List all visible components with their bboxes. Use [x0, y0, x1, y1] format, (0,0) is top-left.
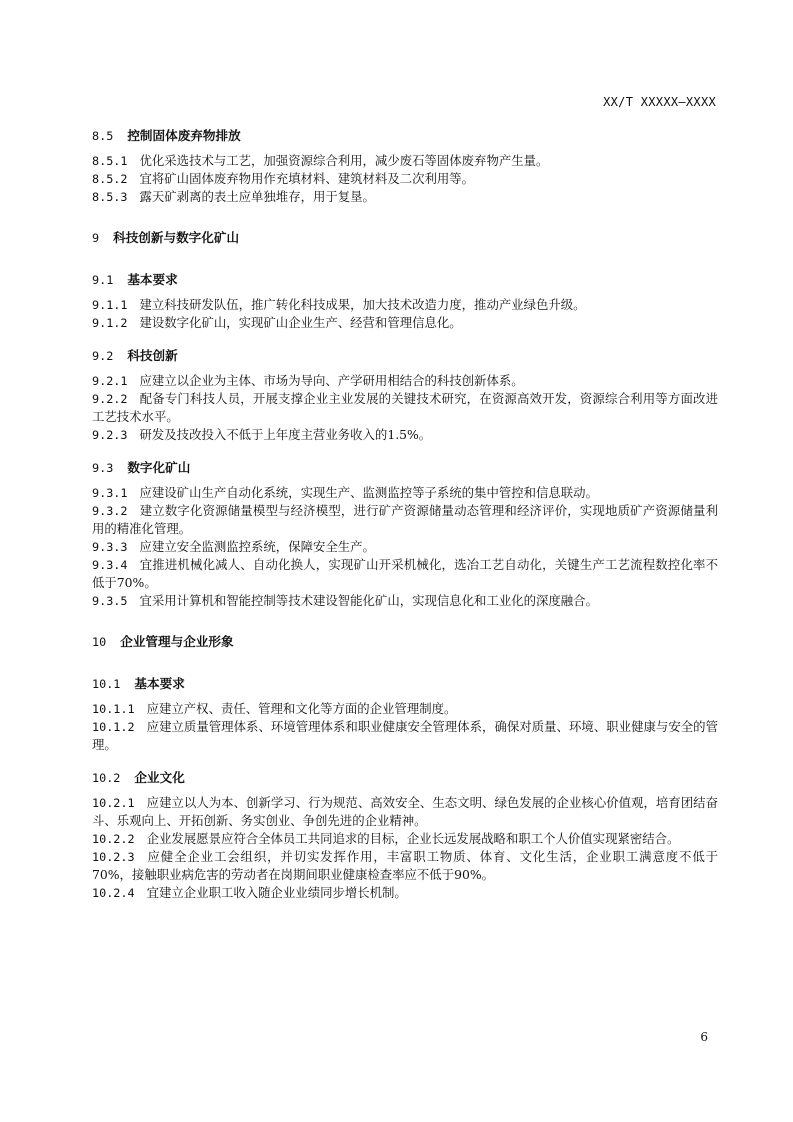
clause-number: 9.3.3 — [92, 540, 128, 554]
clause-10-2-2 — [92, 830, 718, 848]
clause-number: 9.2.3 — [92, 428, 128, 442]
clause-text: 宜推进机械化减人、自动化换人，实现矿山开采机械化，选冶工艺自动化，关键生产工艺流程数控化率不低于70%。 — [92, 557, 718, 590]
section-heading-10-1 — [92, 674, 718, 694]
section-heading-8-5 — [92, 126, 718, 146]
clause-number: 9.2.1 — [92, 374, 128, 388]
clause-text: 优化采选技术与工艺，加强资源综合利用，减少废石等固体废弃物产生量。 — [139, 153, 549, 168]
section-title: 科技创新 — [127, 348, 178, 363]
clause-10-1-1 — [92, 700, 718, 718]
clause-text: 配备专门科技人员，开展支撑企业主业发展的关键技术研究，在资源高效开发，资源综合利用等方面改进工艺技术水平。 — [92, 391, 718, 424]
clause-9-3-4 — [92, 556, 718, 592]
clause-text: 宜采用计算机和智能控制等技术建设智能化矿山，实现信息化和工业化的深度融合。 — [139, 593, 598, 608]
clause-text: 应建立安全监测监控系统，保障安全生产。 — [139, 539, 375, 554]
clause-number: 9.3.1 — [92, 486, 128, 500]
section-heading-10-2 — [92, 768, 718, 788]
section-heading-9-2 — [92, 346, 718, 366]
clause-9-1-1 — [92, 296, 718, 314]
section-title: 数字化矿山 — [127, 460, 191, 475]
clause-text: 宜建立企业职工收入随企业业绩同步增长机制。 — [146, 885, 407, 900]
clause-number: 10.1.2 — [92, 720, 135, 734]
clause-number: 8.5.1 — [92, 154, 128, 168]
clause-number: 10.2.1 — [92, 796, 135, 810]
clause-number: 10.1.1 — [92, 702, 135, 716]
clause-9-3-3 — [92, 538, 718, 556]
clause-number: 9.3.5 — [92, 594, 128, 608]
clause-10-1-2 — [92, 718, 718, 754]
clause-10-2-3 — [92, 848, 718, 884]
section-heading-9-3 — [92, 458, 718, 478]
clause-number: 9.2.2 — [92, 392, 128, 406]
clause-text: 建立科技研发队伍，推广转化科技成果，加大技术改造力度，推动产业绿色升级。 — [139, 297, 586, 312]
clause-9-3-1 — [92, 484, 718, 502]
section-number: 9.2 — [92, 349, 114, 363]
standard-code-header: XX/T XXXXX—XXXX — [603, 95, 716, 109]
clause-9-2-3 — [92, 426, 718, 444]
section-number: 9.3 — [92, 461, 114, 475]
clause-number: 9.3.2 — [92, 504, 128, 518]
section-number: 10.1 — [92, 677, 121, 691]
clause-text: 应建设矿山生产自动化系统，实现生产、监测监控等子系统的集中管控和信息联动。 — [139, 485, 598, 500]
clause-number: 10.2.3 — [92, 850, 135, 864]
clause-number: 8.5.2 — [92, 172, 128, 186]
clause-text: 建立数字化资源储量模型与经济模型，进行矿产资源储量动态管理和经济评价，实现地质矿产资源储量利用的精准化管理。 — [92, 503, 718, 536]
chapter-heading-9 — [92, 228, 718, 248]
clause-number: 10.2.4 — [92, 886, 135, 900]
clause-text: 企业发展愿景应符合全体员工共同追求的目标，企业长远发展战略和职工个人价值实现紧密结合。 — [146, 831, 680, 846]
clause-number: 9.1.2 — [92, 316, 128, 330]
chapter-number: 10 — [92, 635, 107, 649]
clause-9-1-2 — [92, 314, 718, 332]
section-title: 控制固体废弃物排放 — [127, 128, 241, 143]
clause-9-2-1 — [92, 372, 718, 390]
section-number: 10.2 — [92, 771, 121, 785]
clause-text: 露天矿剥离的表土应单独堆存，用于复垦。 — [139, 189, 375, 204]
chapter-number: 9 — [92, 231, 100, 245]
document-body — [92, 126, 718, 902]
section-heading-9-1 — [92, 270, 718, 290]
chapter-title: 企业管理与企业形象 — [120, 634, 234, 649]
clause-text: 宜将矿山固体废弃物用作充填材料、建筑材料及二次利用等。 — [139, 171, 475, 186]
clause-text: 应健全企业工会组织，并切实发挥作用，丰富职工物质、体育、文化生活，企业职工满意度不低于70%，接触职业病危害的劳动者在岗期间职业健康检查率应不低于90%。 — [92, 849, 718, 882]
clause-8-5-3 — [92, 188, 718, 206]
page-number: 6 — [700, 1030, 708, 1044]
clause-9-3-2 — [92, 502, 718, 538]
section-title: 企业文化 — [134, 770, 185, 785]
clause-8-5-1 — [92, 152, 718, 170]
clause-10-2-1 — [92, 794, 718, 830]
section-number: 8.5 — [92, 129, 114, 143]
section-number: 9.1 — [92, 273, 114, 287]
chapter-heading-10 — [92, 632, 718, 652]
clause-text: 研发及技改投入不低于上年度主营业务收入的1.5%。 — [139, 427, 432, 442]
clause-8-5-2 — [92, 170, 718, 188]
clause-text: 建设数字化矿山，实现矿山企业生产、经营和管理信息化。 — [139, 315, 462, 330]
clause-9-2-2 — [92, 390, 718, 426]
clause-number: 10.2.2 — [92, 832, 135, 846]
clause-number: 9.1.1 — [92, 298, 128, 312]
clause-number: 8.5.3 — [92, 190, 128, 204]
clause-10-2-4 — [92, 884, 718, 902]
clause-number: 9.3.4 — [92, 558, 128, 572]
clause-text: 应建立质量管理体系、环境管理体系和职业健康安全管理体系，确保对质量、环境、职业健康与安全的管理。 — [92, 719, 718, 752]
clause-text: 应建立以企业为主体、市场为导向、产学研用相结合的科技创新体系。 — [139, 373, 524, 388]
section-title: 基本要求 — [127, 272, 178, 287]
clause-text: 应建立产权、责任、管理和文化等方面的企业管理制度。 — [146, 701, 457, 716]
clause-text: 应建立以人为本、创新学习、行为规范、高效安全、生态文明、绿色发展的企业核心价值观，培育团结奋斗、乐观向上、开拓创新、务实创业、争创先进的企业精神。 — [92, 795, 718, 828]
section-title: 基本要求 — [134, 676, 185, 691]
chapter-title: 科技创新与数字化矿山 — [113, 230, 240, 245]
clause-9-3-5 — [92, 592, 718, 610]
